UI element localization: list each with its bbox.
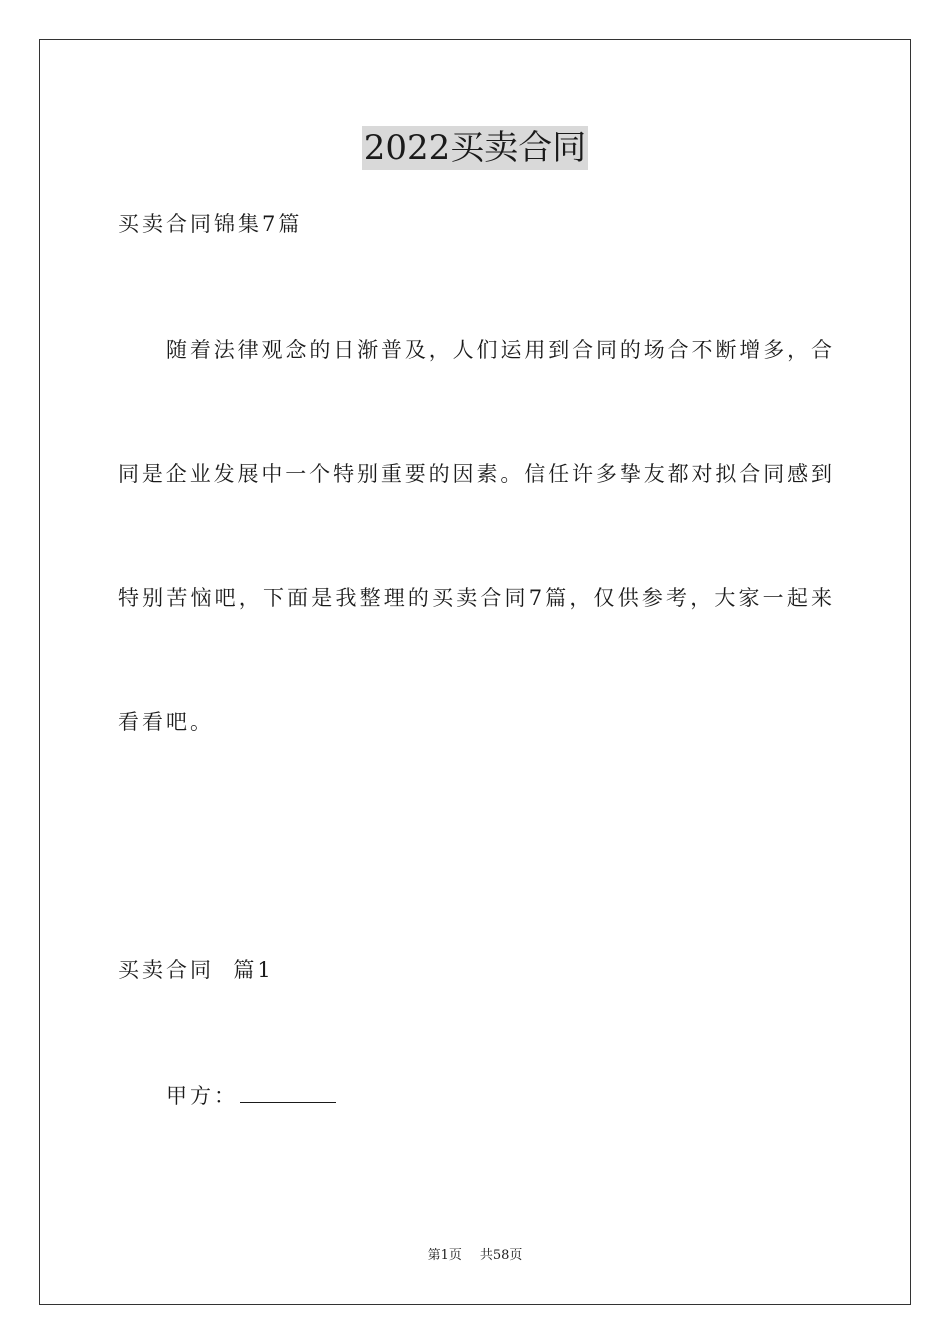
title-container — [0, 126, 950, 170]
document-subtitle: 买卖合同锦集7篇 — [118, 212, 303, 236]
intro-line-1: 随着法律观念的日渐普及，人们运用到合同的场合不断增多，合 — [166, 338, 832, 362]
document-title: 2022买卖合同 — [363, 128, 587, 168]
page-footer — [0, 1247, 950, 1265]
intro-line-2: 同是企业发展中一个特别重要的因素。信任许多挚友都对拟合同感到 — [118, 462, 832, 486]
page-number-total: 共58页 — [479, 1248, 523, 1263]
party-a-label: 甲方： — [166, 1084, 238, 1108]
intro-line-3: 特别苦恼吧，下面是我整理的买卖合同7篇，仅供参考，大家一起来 — [118, 586, 832, 610]
page-number-current: 第1页 — [427, 1248, 462, 1263]
party-a-line — [166, 1082, 336, 1110]
section-heading: 买卖合同 篇1 — [118, 958, 274, 982]
intro-line-4: 看看吧。 — [118, 710, 214, 734]
party-a-blank — [240, 1082, 336, 1103]
